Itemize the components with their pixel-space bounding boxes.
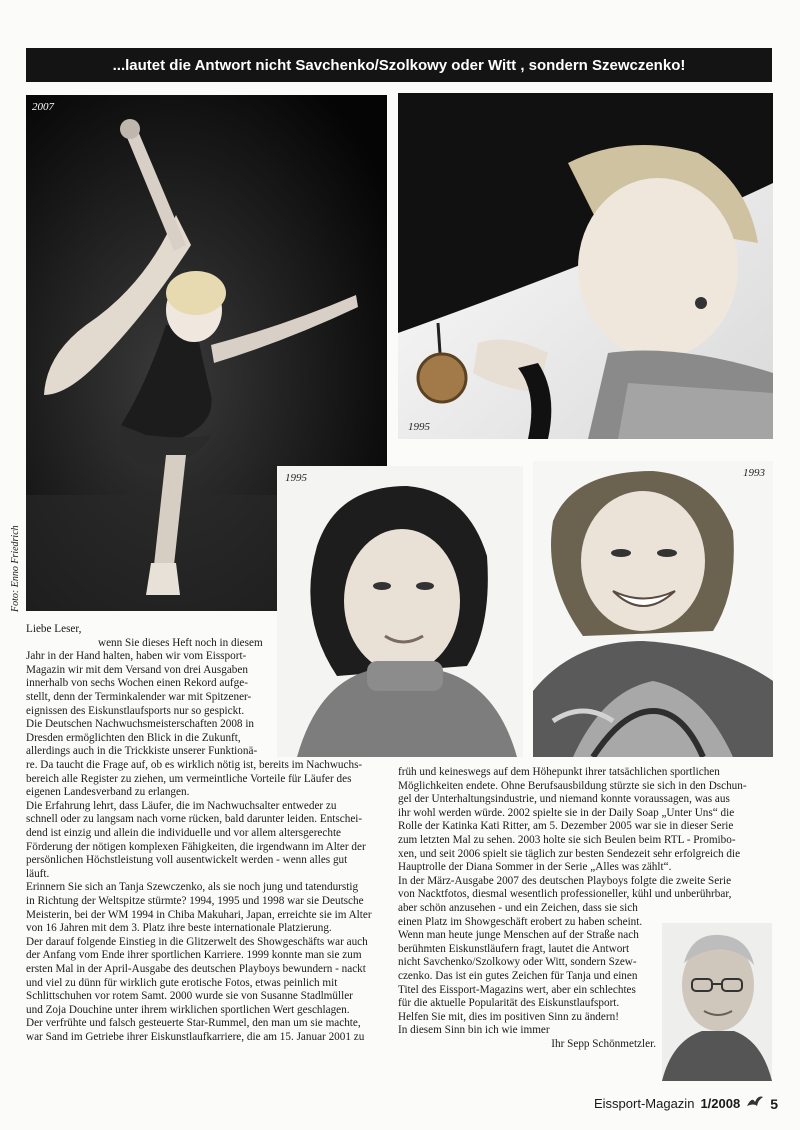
right-column bbox=[398, 766, 772, 902]
text-line: Rolle der Katinka Kati Ritter, am 5. Dezember 2005 war sie in dieser Serie bbox=[398, 820, 734, 833]
text-line: dend ist einzig und allein die individuelle und vor allem altersgerechte bbox=[26, 826, 342, 839]
page-number: 5 bbox=[770, 1095, 778, 1112]
magazine-name: Eissport-Magazin bbox=[594, 1096, 695, 1111]
text-line: eigenen Landesverband zu erlangen. bbox=[26, 786, 190, 799]
text-line: In diesem Sinn bin ich wie immer bbox=[398, 1024, 550, 1037]
text-line: in Richtung der Weltspitze stürmte? 1994, 1995 und 1998 war sie Deutsche bbox=[26, 894, 364, 907]
text-line: und Zoja Douchine unter ihrem wirklichen sportlichen Wert geschlagen. bbox=[26, 1003, 350, 1016]
main-column bbox=[26, 759, 389, 1044]
text-line: war Sand im Getriebe ihrer Eiskunstlaufkarriere, die am 15. Januar 2001 zu bbox=[26, 1030, 365, 1043]
year-label: 1993 bbox=[743, 467, 765, 479]
text-line: Jahr in der Hand halten, haben wir vom Eissport- bbox=[26, 650, 247, 663]
signature: Ihr Sepp Schönmetzler. bbox=[551, 1037, 656, 1050]
text-line: berühmten Eiskunstläufern fragt, lautet die Antwort bbox=[398, 942, 630, 955]
text-line: ihr wohl werden würde. 2002 spielte sie in der Daily Soap „Unter Uns“ die bbox=[398, 806, 735, 819]
greeting: Liebe Leser, bbox=[26, 623, 82, 635]
photo-portrait-1995 bbox=[277, 466, 523, 757]
text-line: früh und keineswegs auf dem Höhepunkt ihrer tatsächlichen sportlichen bbox=[398, 766, 720, 778]
year-label: 1995 bbox=[408, 421, 430, 433]
text-line: Möglichkeiten endete. Ohne Berufsausbildung stürzte sie sich in den Dschun- bbox=[398, 779, 747, 792]
text-line: gel der Unterhaltungsindustrie, und niemand konnte voraussagen, was aus bbox=[398, 793, 730, 806]
photo-portrait-1993 bbox=[533, 461, 773, 757]
headline-banner: ...lautet die Antwort nicht Savchenko/Szolkowy oder Witt , sondern Szewczenko! bbox=[26, 48, 772, 82]
text-line: Titel des Eissport-Magazins wert, aber ein schlechtes bbox=[398, 983, 636, 996]
text-line: Der verfrühte und falsch gesteuerte Star-Rummel, den man um sie machte, bbox=[26, 1017, 361, 1030]
text-line: Erinnern Sie sich an Tanja Szewczenko, als sie noch jung und tatendurstig bbox=[26, 881, 359, 894]
text-line: schnell oder zu langsam nach vorne rücken, bald darunter leiden. Entschei- bbox=[26, 813, 363, 826]
text-line: Die Deutschen Nachwuchsmeisterschaften 2008 in bbox=[26, 718, 255, 731]
text-line: eignissen des Eiskunstlaufsports nur so gespickt. bbox=[26, 704, 245, 717]
year-label: 1995 bbox=[285, 472, 307, 484]
text-line: nicht Savchenko/Szolkowy oder Witt, sondern Szew- bbox=[398, 956, 637, 969]
photo-medal-1995 bbox=[398, 93, 773, 439]
text-line: czenko. Das ist ein gutes Zeichen für Tanja und einen bbox=[398, 969, 638, 982]
text-line: Der darauf folgende Einstieg in die Glitzerwelt des Showgeschäfts war auch bbox=[26, 935, 368, 948]
text-line: Wenn man heute junge Menschen auf der Straße nach bbox=[398, 929, 639, 942]
intro-column bbox=[26, 623, 276, 759]
text-line: von Nacktfotos, diesmal wesentlich professioneller, kühl und unberührbar, bbox=[398, 888, 732, 901]
text-line: Helfen Sie mit, dies im positiven Sinn zu ändern! bbox=[398, 1010, 619, 1023]
text-line: von 16 Jahren mit dem 3. Platz ihre beste internationale Platzierung. bbox=[26, 922, 332, 935]
page-footer bbox=[594, 1094, 778, 1113]
text-line: stellt, denn der Terminkalender war mit Spitzener- bbox=[26, 690, 252, 703]
text-line: Förderung der nötigen komplexen Fähigkeiten, die irgendwann im Alter der bbox=[26, 840, 366, 853]
bird-logo-icon bbox=[746, 1094, 764, 1113]
author-photo bbox=[662, 923, 772, 1081]
text-line: Schlittschuhen vor rotem Samt. 2000 wurde sie von Susanne Stadlmüller bbox=[26, 990, 353, 1003]
text-line: aber schön anzusehen - und ein Zeichen, dass sie sich bbox=[398, 902, 638, 914]
text-line: xen, und seit 2006 spielt sie täglich zur besten Sendezeit sehr erfolgreich die bbox=[398, 847, 741, 860]
year-label: 2007 bbox=[32, 101, 54, 113]
text-line: Die Erfahrung lehrt, dass Läufer, die im Nachwuchsalter entweder zu bbox=[26, 799, 337, 812]
text-line: re. Da taucht die Frage auf, ob es wirklich nötig ist, bereits im Nachwuchs- bbox=[26, 759, 363, 771]
text-line: Magazin wir mit dem Versand von drei Ausgaben bbox=[26, 663, 248, 676]
text-line: persönlichen Höchstleistung voll ausentwickelt werden - wenn alles gut bbox=[26, 854, 348, 867]
text-line: für die aktuelle Popularität des Eiskunstlaufsport. bbox=[398, 997, 620, 1010]
text-line: zum letzten Mal zu sehen. 2003 holte sie sich Beulen beim RTL - Promibo- bbox=[398, 833, 736, 846]
text-line: allerdings auch in die Trickkiste unserer Funktionä- bbox=[26, 745, 258, 758]
text-line: bereich alle Register zu ziehen, um vermeintliche Vorteile für Läufer des bbox=[26, 772, 352, 785]
text-line: In der März-Ausgabe 2007 des deutschen Playboys folgte die zweite Serie bbox=[398, 874, 732, 887]
text-line: Hauptrolle der Diana Sommer in der Serie „Alles was zählt“. bbox=[398, 861, 672, 874]
text-line: einen Platz im Showgeschäft erobert zu haben scheint. bbox=[398, 915, 643, 928]
text-line: läuft. bbox=[26, 867, 50, 880]
text-line: Dresden ermöglichten den Blick in die Zukunft, bbox=[26, 731, 241, 744]
text-line: innerhalb von sechs Wochen einen Rekord aufge- bbox=[26, 677, 248, 690]
text-line: Meisterin, bei der WM 1994 in Chiba Makuhari, Japan, erreichte sie im Alter bbox=[26, 908, 372, 921]
text-line: ersten Mal in der April-Ausgabe des deutschen Playboys bewundern - nackt bbox=[26, 962, 366, 975]
text-line: wenn Sie dieses Heft noch in diesem bbox=[98, 636, 263, 649]
photo-credit: Foto: Enno Friedrich bbox=[10, 525, 21, 612]
issue-number: 1/2008 bbox=[700, 1096, 741, 1111]
text-line: und viel zu dünn für wirklich gute erotische Fotos, etwas peinlich mit bbox=[26, 976, 338, 989]
text-line: der Anfang vom Ende ihrer sportlichen Karriere. 1999 konnte man sie zum bbox=[26, 949, 362, 962]
narrow-column bbox=[398, 902, 660, 1052]
